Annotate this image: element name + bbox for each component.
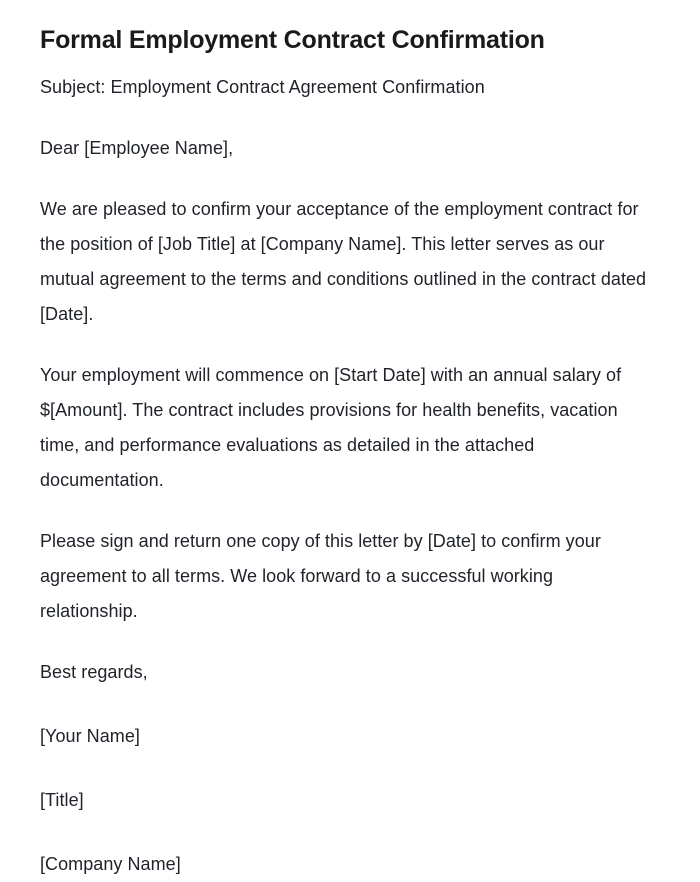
signature-title: [Title] [40, 790, 84, 810]
closing-salutation: Best regards, [40, 662, 148, 682]
body-paragraph-1: We are pleased to confirm your acceptance of the employment contract for the position of [Job Title] at [Company Name]. This letter serves as our mutual agreement to the terms and conditions outlined in the contract dated [Date]. [40, 199, 647, 324]
signature-name: [Your Name] [40, 726, 140, 746]
subject-line: Subject: Employment Contract Agreement Confirmation [40, 77, 485, 97]
body-paragraph-3: Please sign and return one copy of this letter by [Date] to confirm your agreement to all terms. We look forward to a successful working relationship. [40, 531, 601, 621]
letter-body [40, 56, 660, 882]
page-title: Formal Employment Contract Confirmation [40, 26, 545, 54]
body-paragraph-2: Your employment will commence on [Start Date] with an annual salary of $[Amount]. The contract includes provisions for health benefits, vacation time, and performance evaluations as detailed in the attached documentation. [40, 365, 622, 490]
salutation: Dear [Employee Name], [40, 138, 234, 158]
signature-company: [Company Name] [40, 854, 181, 874]
